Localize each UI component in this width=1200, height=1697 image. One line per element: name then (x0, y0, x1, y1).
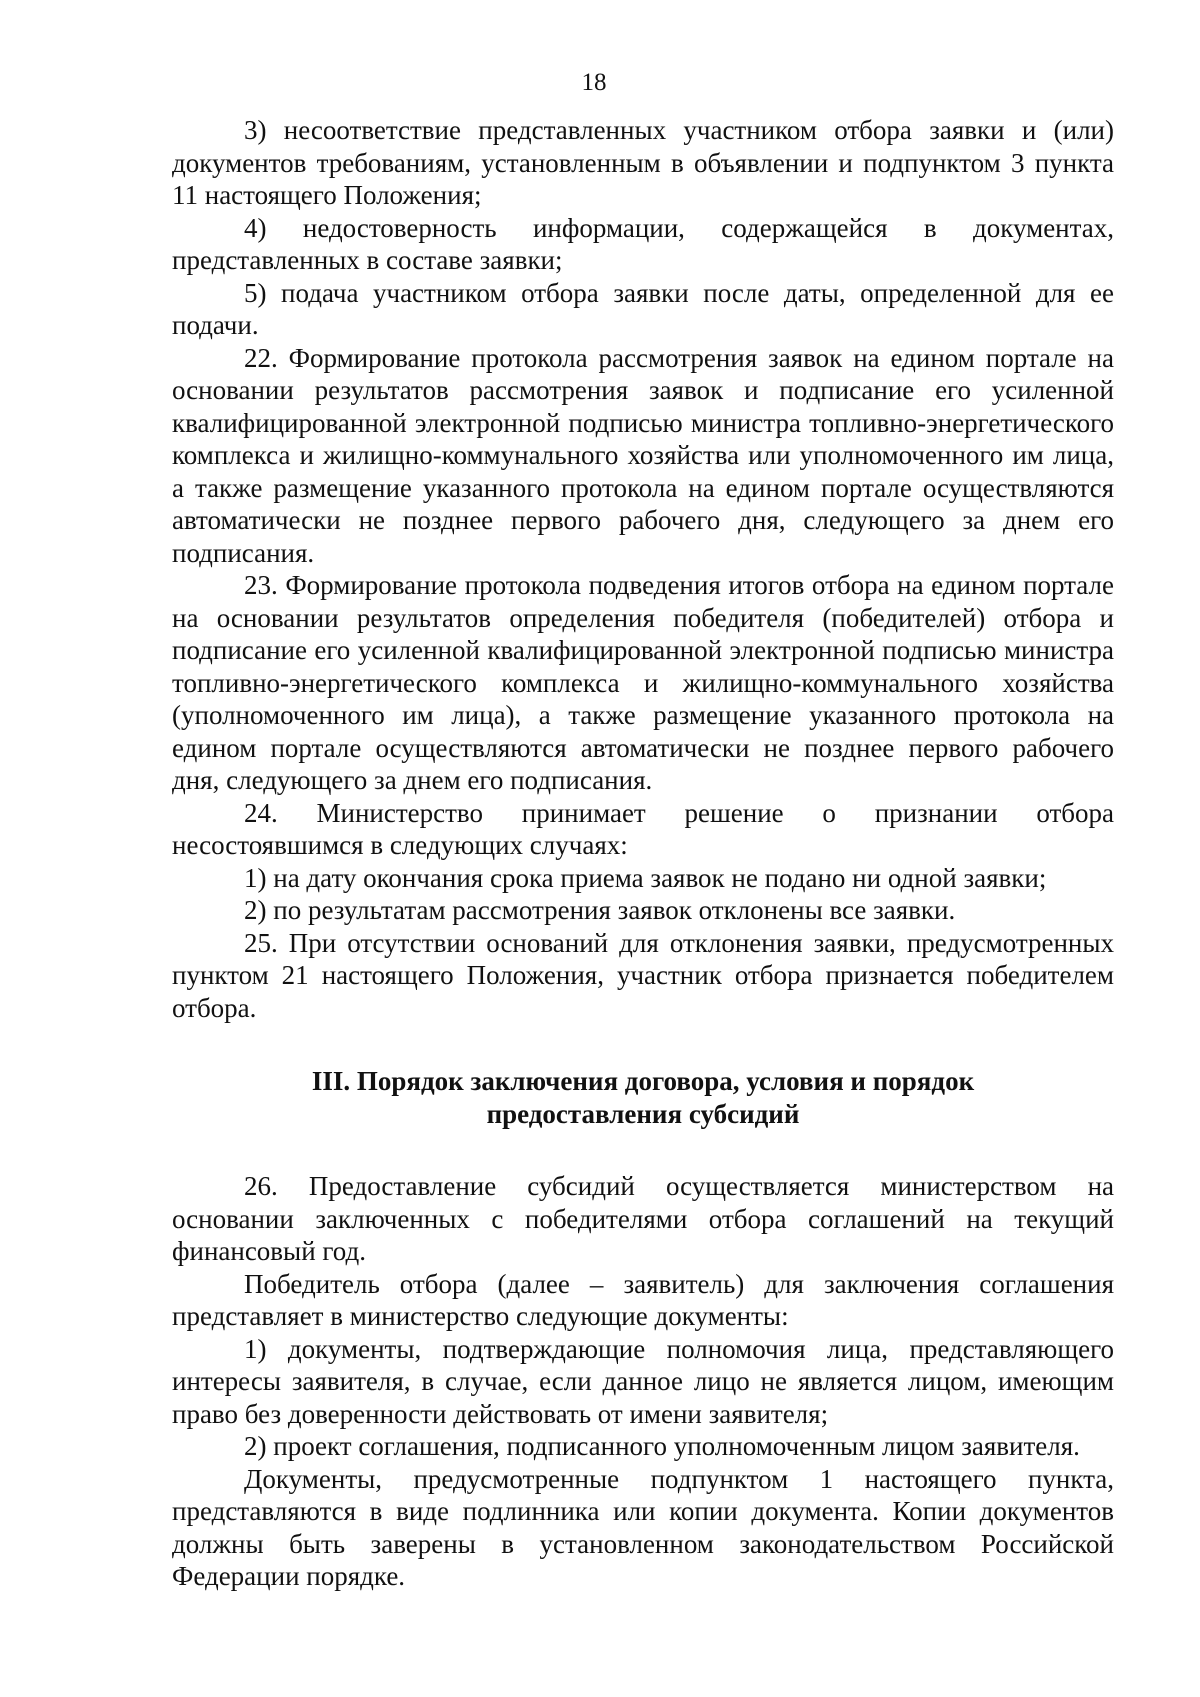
document-body (172, 114, 1114, 1593)
paragraph-clause-24-item-2: 2) по результатам рассмотрения заявок отклонены все заявки. (244, 895, 956, 925)
section-heading (172, 1065, 1114, 1130)
paragraph-clause-25: 25. При отсутствии оснований для отклонения заявки, предусмотренных пунктом 21 настоящего Положения, участник отбора признается победителем отбора. (172, 927, 1114, 1023)
section-heading-line-2: предоставления субсидий (486, 1098, 800, 1129)
paragraph-item-5: 5) подача участником отбора заявки после даты, определенной для ее подачи. (172, 277, 1114, 340)
paragraph-applicant-item-2: 2) проект соглашения, подписанного уполномоченным лицом заявителя. (244, 1431, 1080, 1461)
paragraph-documents-requirements: Документы, предусмотренные подпунктом 1 настоящего пункта, представляются в виде подлинника или копии документа. Копии документов должны быть заверены в установленном законодательством Российской Федерации порядке. (172, 1463, 1114, 1591)
paragraph-applicant-item-1: 1) документы, подтверждающие полномочия лица, представляющего интересы заявителя, в случае, если данное лицо не является лицом, имеющим право без доверенности действовать от имени заявителя; (172, 1333, 1114, 1429)
page-number: 18 (581, 69, 607, 96)
paragraph-clause-23: 23. Формирование протокола подведения итогов отбора на едином портале на основании результатов определения победителя (победителей) отбора и подписание его усиленной квалифицированной электронной подписью министра топливно-энергетического комплекса и жилищно-коммунального хозяйства (уполномоченного им лица), а также размещение указанного протокола на едином портале осуществляются автоматически не позднее первого рабочего дня, следующего за днем его подписания. (172, 570, 1114, 795)
paragraph-applicant-intro: Победитель отбора (далее – заявитель) для заключения соглашения представляет в министерство следующие документы: (172, 1268, 1114, 1331)
section-heading-line-1: III. Порядок заключения договора, условия и порядок (311, 1066, 975, 1096)
paragraph-clause-22: 22. Формирование протокола рассмотрения заявок на едином портале на основании результатов рассмотрения заявок и подписание его усиленной квалифицированной электронной подписью министра топливно-энергетического комплекса и жилищно-коммунального хозяйства или уполномоченного им лица, а также размещение указанного протокола на едином портале осуществляются автоматически не позднее первого рабочего дня, следующего за днем его подписания. (172, 342, 1114, 568)
paragraph-item-4: 4) недостоверность информации, содержащейся в документах, представленных в составе заявки; (172, 212, 1114, 275)
paragraph-clause-26: 26. Предоставление субсидий осуществляется министерством на основании заключенных с победителями отбора соглашений на текущий финансовый год. (172, 1171, 1114, 1266)
paragraph-clause-24-item-1: 1) на дату окончания срока приема заявок не подано ни одной заявки; (244, 862, 1047, 893)
paragraph-item-3: 3) несоответствие представленных участником отбора заявки и (или) документов требованиям, установленным в объявлении и подпунктом 3 пункта 11 настоящего Положения; (172, 115, 1114, 210)
paragraph-clause-24: 24. Министерство принимает решение о признании отбора несостоявшимся в следующих случаях: (172, 797, 1114, 860)
